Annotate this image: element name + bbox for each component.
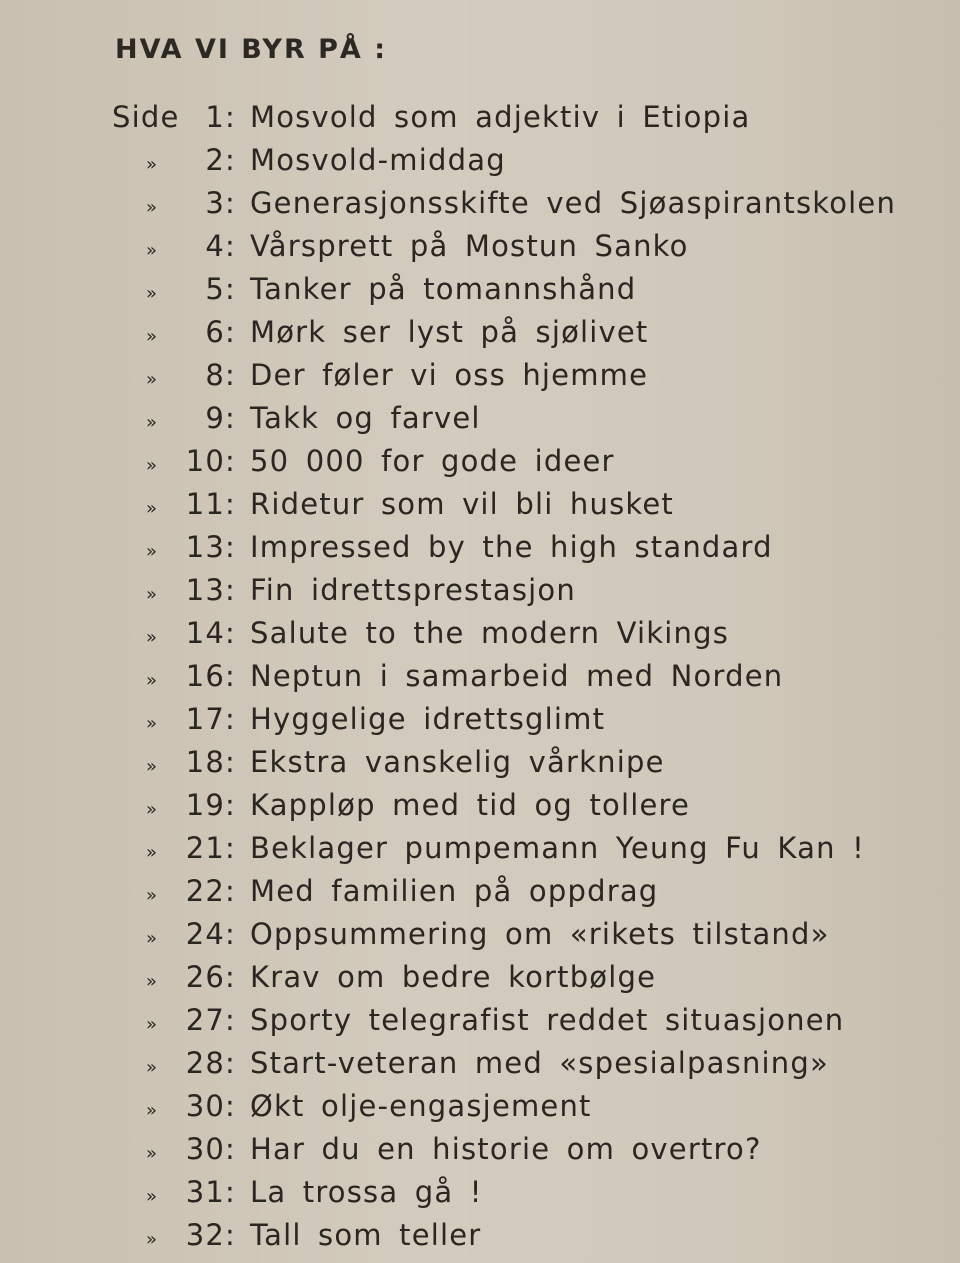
toc-ditto-mark: » <box>146 154 159 175</box>
table-of-contents <box>112 100 912 1261</box>
toc-entry <box>112 616 912 659</box>
toc-page-number: 31: <box>185 1175 236 1209</box>
toc-entry-title: Vårsprett på Mostun Sanko <box>250 229 689 263</box>
toc-entry-title: 50 000 for gode ideer <box>250 444 615 478</box>
toc-ditto-mark: » <box>146 1186 159 1207</box>
toc-entry-title: Tall som teller <box>250 1218 482 1252</box>
toc-entry-title: Ekstra vanskelig vårknipe <box>250 745 665 779</box>
toc-page-number: 1: <box>205 100 236 134</box>
toc-ditto-mark: » <box>146 412 159 433</box>
toc-page-number: 26: <box>185 960 236 994</box>
toc-page-number: 30: <box>185 1132 236 1166</box>
toc-entry-title: Tanker på tomannshånd <box>250 272 637 306</box>
toc-entry <box>112 960 912 1003</box>
toc-entry <box>112 745 912 788</box>
toc-ditto-mark: » <box>146 541 159 562</box>
toc-entry <box>112 788 912 831</box>
toc-entry-title: Mørk ser lyst på sjølivet <box>250 315 649 349</box>
toc-page-number: 4: <box>205 229 236 263</box>
toc-entry <box>112 143 912 186</box>
toc-entry-title: Mosvold som adjektiv i Etiopia <box>250 100 751 134</box>
toc-entry <box>112 1046 912 1089</box>
toc-entry-title: Krav om bedre kortbølge <box>250 960 657 994</box>
toc-entry <box>112 1175 912 1218</box>
toc-ditto-mark: » <box>146 670 159 691</box>
toc-ditto-mark: » <box>146 240 159 261</box>
toc-entry <box>112 487 912 530</box>
toc-page-number: 18: <box>185 745 236 779</box>
toc-entry-title: Salute to the modern Vikings <box>250 616 730 650</box>
toc-entry <box>112 1132 912 1175</box>
toc-entry-title: Hyggelige idrettsglimt <box>250 702 606 736</box>
toc-ditto-mark: » <box>146 713 159 734</box>
toc-page-number: 10: <box>185 444 236 478</box>
toc-entry <box>112 702 912 745</box>
toc-page-number: 19: <box>185 788 236 822</box>
toc-entry-title: Fin idrettsprestasjon <box>250 573 576 607</box>
toc-entry <box>112 272 912 315</box>
toc-ditto-mark: » <box>146 1100 159 1121</box>
toc-page-number: 13: <box>185 573 236 607</box>
toc-entry-title: Generasjonsskifte ved Sjøaspirantskolen <box>250 186 897 220</box>
toc-page-number: 32: <box>185 1218 236 1252</box>
toc-ditto-mark: » <box>146 928 159 949</box>
toc-page-number: 22: <box>185 874 236 908</box>
toc-entry-title: Takk og farvel <box>250 401 481 435</box>
toc-page-number: 11: <box>185 487 236 521</box>
toc-entry-title: Start-veteran med «spesialpasning» <box>250 1046 829 1080</box>
toc-entry <box>112 358 912 401</box>
toc-entry <box>112 401 912 444</box>
toc-page-number: 30: <box>185 1089 236 1123</box>
toc-page-number: 16: <box>185 659 236 693</box>
toc-ditto-mark: » <box>146 584 159 605</box>
toc-entry-title: Neptun i samarbeid med Norden <box>250 659 784 693</box>
toc-entry <box>112 874 912 917</box>
toc-entry-title: Der føler vi oss hjemme <box>250 358 649 392</box>
toc-entry <box>112 659 912 702</box>
toc-ditto-mark: » <box>146 326 159 347</box>
toc-page-number: 24: <box>185 917 236 951</box>
toc-page-number: 28: <box>185 1046 236 1080</box>
toc-entry-title: Mosvold-middag <box>250 143 506 177</box>
toc-entry-title: Sporty telegrafist reddet situasjonen <box>250 1003 845 1037</box>
toc-page-number: 5: <box>205 272 236 306</box>
toc-page-number: 21: <box>185 831 236 865</box>
toc-ditto-mark: » <box>146 498 159 519</box>
toc-entry-title: Oppsummering om «rikets tilstand» <box>250 917 830 951</box>
toc-entry-title: Beklager pumpemann Yeung Fu Kan ! <box>250 831 865 865</box>
toc-page-number: 13: <box>185 530 236 564</box>
toc-entry-title: La trossa gå ! <box>250 1175 483 1209</box>
toc-ditto-mark: » <box>146 1014 159 1035</box>
toc-ditto-mark: » <box>146 369 159 390</box>
toc-entry <box>112 1003 912 1046</box>
toc-entry <box>112 229 912 272</box>
toc-page-number: 3: <box>205 186 236 220</box>
toc-ditto-mark: » <box>146 283 159 304</box>
toc-entry-title: Impressed by the high standard <box>250 530 773 564</box>
toc-entry <box>112 186 912 229</box>
page-heading: HVA VI BYR PÅ : <box>115 34 388 65</box>
toc-entry <box>112 831 912 874</box>
toc-page-number: 27: <box>185 1003 236 1037</box>
toc-ditto-mark: » <box>146 627 159 648</box>
toc-entry-title: Ridetur som vil bli husket <box>250 487 674 521</box>
toc-ditto-mark: » <box>146 1057 159 1078</box>
toc-entry-title: Kappløp med tid og tollere <box>250 788 691 822</box>
toc-entry <box>112 573 912 616</box>
toc-side-label: Side <box>112 100 180 134</box>
toc-entry <box>112 917 912 960</box>
toc-entry <box>112 315 912 358</box>
toc-ditto-mark: » <box>146 756 159 777</box>
toc-page-number: 14: <box>185 616 236 650</box>
toc-ditto-mark: » <box>146 455 159 476</box>
toc-ditto-mark: » <box>146 799 159 820</box>
toc-page-number: 17: <box>185 702 236 736</box>
toc-ditto-mark: » <box>146 971 159 992</box>
toc-ditto-mark: » <box>146 1143 159 1164</box>
toc-page-number: 8: <box>205 358 236 392</box>
toc-entry-title: Med familien på oppdrag <box>250 874 659 908</box>
toc-entry <box>112 444 912 487</box>
toc-page-number: 6: <box>205 315 236 349</box>
toc-entry-title: Har du en historie om overtro? <box>250 1132 762 1166</box>
toc-entry <box>112 1218 912 1261</box>
toc-entry <box>112 100 912 143</box>
toc-ditto-mark: » <box>146 1229 159 1250</box>
toc-ditto-mark: » <box>146 197 159 218</box>
toc-entry <box>112 530 912 573</box>
toc-ditto-mark: » <box>146 842 159 863</box>
toc-page-number: 9: <box>205 401 236 435</box>
toc-page-number: 2: <box>205 143 236 177</box>
toc-entry <box>112 1089 912 1132</box>
toc-ditto-mark: » <box>146 885 159 906</box>
toc-entry-title: Økt olje-engasjement <box>250 1089 592 1123</box>
